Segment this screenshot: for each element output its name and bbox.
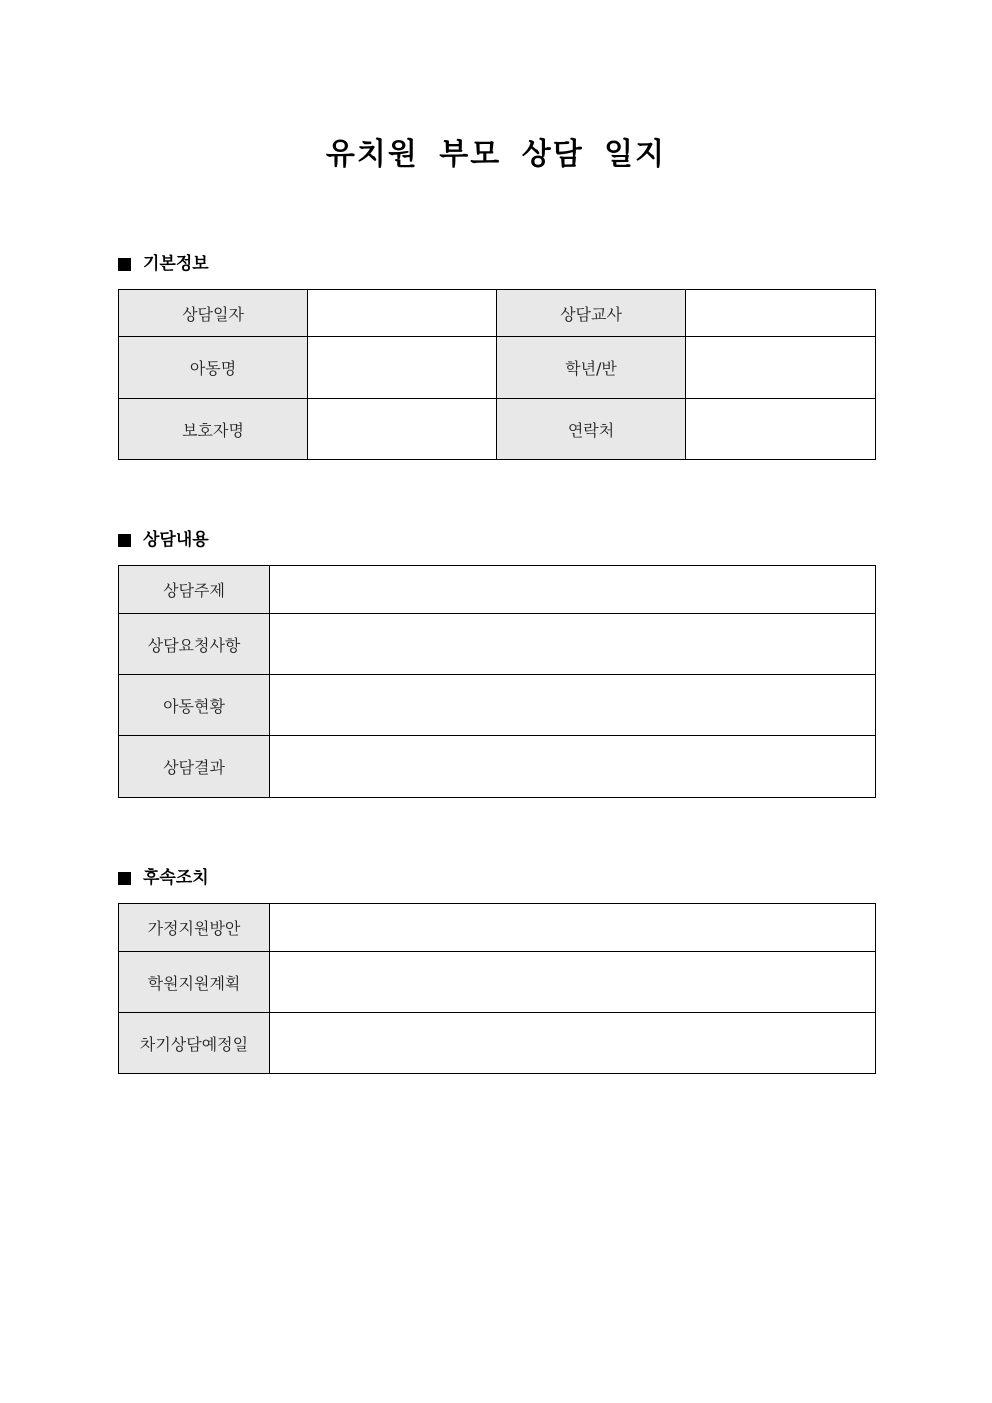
- square-bullet-icon: [118, 258, 131, 271]
- label-cell: 학년/반: [497, 337, 686, 399]
- table-row: [119, 736, 876, 798]
- label-cell: 상담일자: [119, 290, 308, 337]
- guardian-name-field[interactable]: [308, 399, 497, 460]
- date-field[interactable]: [308, 290, 497, 337]
- table-row: [119, 614, 876, 675]
- section-heading-followup: [118, 866, 209, 890]
- basic-info-table: [118, 289, 876, 460]
- label-cell: 상담결과: [119, 736, 270, 798]
- table-row: [119, 904, 876, 952]
- section-heading-label: 상담내용: [143, 530, 209, 550]
- followup-table: [118, 903, 876, 1074]
- table-row: [119, 675, 876, 736]
- contact-field[interactable]: [686, 399, 876, 460]
- label-cell: 상담교사: [497, 290, 686, 337]
- academy-plan-field[interactable]: [270, 952, 876, 1013]
- label-cell: 아동명: [119, 337, 308, 399]
- consultation-content-table: [118, 565, 876, 798]
- next-date-field[interactable]: [270, 1013, 876, 1074]
- square-bullet-icon: [118, 872, 131, 885]
- child-status-field[interactable]: [270, 675, 876, 736]
- square-bullet-icon: [118, 534, 131, 547]
- request-field[interactable]: [270, 614, 876, 675]
- label-cell: 아동현황: [119, 675, 270, 736]
- table-row: [119, 566, 876, 614]
- table-row: [119, 399, 876, 460]
- table-row: [119, 290, 876, 337]
- home-support-field[interactable]: [270, 904, 876, 952]
- section-heading-label: 후속조치: [143, 868, 209, 888]
- label-cell: 연락처: [497, 399, 686, 460]
- label-cell: 차기상담예정일: [119, 1013, 270, 1074]
- table-row: [119, 337, 876, 399]
- page-title: 유치원 부모 상담 일지: [325, 137, 667, 172]
- section-heading-basic: [118, 252, 209, 276]
- label-cell: 상담주제: [119, 566, 270, 614]
- section-heading-content: [118, 528, 209, 552]
- child-name-field[interactable]: [308, 337, 497, 399]
- grade-class-field[interactable]: [686, 337, 876, 399]
- teacher-field[interactable]: [686, 290, 876, 337]
- topic-field[interactable]: [270, 566, 876, 614]
- label-cell: 상담요청사항: [119, 614, 270, 675]
- table-row: [119, 1013, 876, 1074]
- label-cell: 보호자명: [119, 399, 308, 460]
- table-row: [119, 952, 876, 1013]
- result-field[interactable]: [270, 736, 876, 798]
- label-cell: 가정지원방안: [119, 904, 270, 952]
- label-cell: 학원지원계획: [119, 952, 270, 1013]
- section-heading-label: 기본정보: [143, 254, 209, 274]
